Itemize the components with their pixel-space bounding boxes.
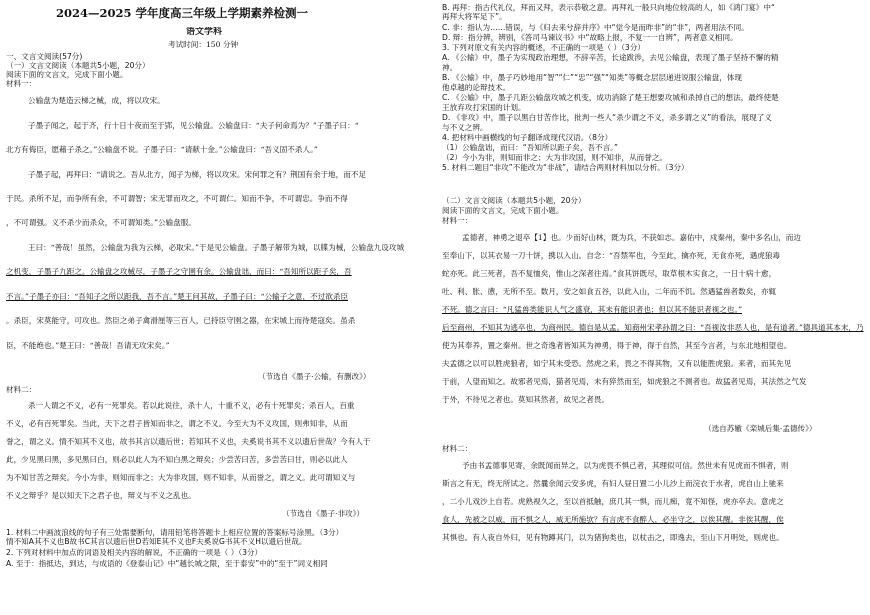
paragraph-line: 夫孟德之以可以胜虎狼者，如宁其未受恐。然虎之来，畏之不得其物，又有以能胜虎狼。来者，而其先见: [442, 359, 792, 368]
paragraph-line: 蛇亦死。此三死者，吾不复恤矣，惟山之深者往焉。”食其饼既尽，取草根木实食之，一日十病十愈，: [442, 269, 777, 278]
question-5: 5. 材料二题目“非攻”不能改为“非战”，请结合两则材料加以分析。（3分）: [442, 163, 689, 172]
paragraph-line: 吐、利、胀、懑，无所不至。数月，安之如食五谷，以此入山，二年而不饥。然遇猛兽者数矣，亦辄: [442, 287, 777, 296]
paragraph-line: 斯言之有无，终无所试之。然曩余闻云安多虎，有妇人昼日置二小儿沙上而浣衣于水者，虎自山上驰来: [442, 479, 784, 488]
question-4-item: （2）今小为非，则知而非之；大为非攻国，则不知非，从而誉之。: [442, 153, 668, 162]
option-line: 与不义之辨。: [442, 123, 488, 132]
underlined-line: 食人，先被之以威，而不惧之人，威无所施欤？有言虎不食醉人，必坐守之，以俟其醒。非俟其醒，俟: [442, 515, 784, 524]
paragraph-line: 子墨子闻之，起于齐，行十日十夜而至于郢，见公输盘。公输盘曰：“夫子何命焉为？”子墨子曰：“: [28, 121, 359, 130]
left-column: [0, 0, 432, 615]
source-note: （节选自《墨子·公输，有删改》）: [258, 372, 371, 381]
wavy-line: 誉之，谓之义。情不知其不义也，故书其言以遗后世；若知其不义也，夫奚说书其不义以遗后世哉？今有人于: [6, 437, 371, 446]
option-b-cont: 再拜大将军足下”。: [442, 12, 507, 21]
paragraph-line: 孟德者，神勇之退卒【1】也。少而好山林，既为兵，不获如志。嘉佑中，戍秦州，秦中多名山，而边: [462, 233, 801, 242]
exam-time: 考试时间：150 分钟: [168, 40, 239, 49]
material-label: 材料一：: [6, 79, 37, 88]
right-column: [438, 0, 868, 615]
option-line: 王放弃攻打宋国的计划。: [442, 103, 526, 112]
paragraph-line: 至奉山下，以其衣易一刀十饼，携以入山。自念：“吾禁军也，今至此，擒亦死，无食亦死，遇虎狼毒: [442, 251, 781, 260]
exam-title: 2024—2025 学年度高三年级上学期素养检测一: [56, 6, 309, 20]
paragraph-line: 予由书孟德事见寄，余既闻而异之，以为虎畏不惧己者，其理似可信。然世未有见虎而不惧者，则: [462, 461, 789, 470]
option-line: D. 《非攻》中，墨子以黑白甘苦作比，批判一些人“杀少谓之不义，杀多谓之义”的看法，展现了义: [442, 113, 772, 122]
instruction: 阅读下面的文言文，完成下面小题。: [442, 206, 564, 215]
paragraph-line: 。杀臣，宋莫能守，可攻也。然臣之弟子禽滑厘等三百人，已持臣守圉之器，在宋城上而待楚寇矣。虽杀: [6, 316, 356, 325]
option-line: B. 《公输》中，墨子巧妙地用“智”“仁”“忠”“强”“知类”等概念层层递进说服公输盘，体现: [442, 73, 742, 82]
instruction: 阅读下面的文言文，完成下面小题。: [6, 70, 128, 79]
paragraph-line: 不义之辩乎？是以知天下之君子也，辩义与不义之乱也。: [6, 491, 196, 500]
option-line: 神。: [442, 63, 458, 72]
section-heading: 一、文言文阅读(57分): [6, 52, 83, 61]
underlined-line: 之机变，子墨子九距之。公输盘之攻械尽，子墨子之守圉有余。公输盘诎，而曰：“吾知所以距子矣，吾: [6, 267, 352, 276]
source-note: （节选自《墨子·非攻》）: [282, 509, 365, 518]
option-b: B. 再拜：指古代礼仪，拜而又拜，表示恭敬之意。再拜礼一般只向地位较高的人，如《鸿门宴》中“: [442, 3, 775, 12]
question-1-line: 情不知A其不义也B故书C其言以遗后世D若知E其不义也F夫奚说G书其不义H以遗后世哉。: [6, 537, 307, 546]
paragraph-line: 于外，不待见之者也。莫知其然者，故见之者畏。: [442, 395, 610, 404]
part-heading: （二）文言文阅读（本题共5小题，20分）: [442, 196, 586, 205]
paragraph-line: 此，少见黑曰黑，多见黑曰白，则必以此人为不知白黑之辩矣；少尝苦曰苦，多尝苦曰甘，则必以此人: [6, 455, 348, 464]
underlined-line: 后至商州，不知其为逃卒也，为商州民。德自是从孟。知商州宋孝孙谓之曰：“吾视汝非恶人也，是有道者。”德具道其本末，乃: [442, 323, 864, 332]
paragraph-line: 使为其奉养，置之秦州。世之奇逸者皆知其为神勇，得于神，得于自然，其至今言者，与东北地相望也。: [442, 341, 792, 350]
option-c: C. 非：指认为……错误，与《归去来兮辞并序》中“觉今是而昨非”的“非”，两者用法不同。: [442, 23, 749, 32]
paragraph-line: ，不可谓强。义不杀少而杀众，不可谓知类。”公输盘服。: [6, 218, 196, 227]
option-line: A. 《公输》中，墨子为实现政治理想，不辞辛苦，长途跋涉，去见公输盘，表现了墨子坚持不懈的精: [442, 53, 779, 62]
material-label: 材料二：: [442, 444, 473, 453]
source-note: （选自苏辙《栾城后集·孟德传》）: [704, 424, 817, 433]
paragraph-line: ，二小儿戏沙上自若。虎熟视久之，至以首抵触，庶几其一惧，而儿痴，竟不知怪，虎亦卒去。意虎之: [442, 497, 784, 506]
paragraph-line: 于民。杀所不足，而争所有余，不可谓智；宋无罪而攻之，不可谓仁。知而不争，不可谓忠。争而不得: [6, 194, 348, 203]
paragraph-line: 杀一人谓之不义，必有一死罪矣。若以此说往，杀十人，十重不义，必有十死罪矣；杀百人，百重: [28, 401, 355, 410]
option-d: D. 辩：指分辨，辨别，《答司马谏议书》中“故略上报，不复一一自辨”，两者意义相同。: [442, 33, 738, 42]
underlined-line: 不言。”子墨子亦曰：“吾知子之所以距我，吾不言。”楚王问其故，子墨子曰：“公输子之意，不过欲杀臣: [6, 292, 349, 301]
paragraph-line: 王曰：“善哉！虽然，公输盘为我为云梯，必取宋。”于是见公输盘。子墨子解带为城，以牒为械，公输盘九设攻城: [28, 243, 405, 252]
material-label: 材料二：: [6, 385, 37, 394]
question-2: 2. 下列对材料中加点的词语及相关内容的解说，不正确的一项是（ ）（3分）: [6, 548, 263, 557]
option-a: A. 至于：指抵达，到达，与成语的《登泰山记》中“越长城之限，至于泰安”中的“至于”词义相同: [6, 559, 328, 568]
paragraph-line: 北方有侮臣，愿藉子杀之。”公输盘不说。子墨子曰：“请献十金。”公输盘曰：“吾义固不杀人。”: [6, 145, 318, 154]
question-4-item: （1）公输盘诎，而曰：“吾知所以距子矣，吾不言。”: [442, 143, 618, 152]
paragraph-line: 不义，必有百死罪矣。当此，天下之君子皆知而非之，谓之不义。今至大为不义攻国，则弗知非，从而: [6, 419, 348, 428]
material-label: 材料一：: [442, 216, 473, 225]
question-3: 3. 下列对原文有关内容的概述，不正确的一项是（ ）（3分）: [442, 43, 645, 52]
paragraph-line: 为不知甘苦之辩矣。今小为非，则知而非之；大为非攻国，则不知非，从而誉之，谓之义。此可谓知义与: [6, 473, 356, 482]
paragraph-line: 于前，人望而知之。故邪者见焉，猫者见焉，未有猝然而至，如虎狼之不测者也。故猛者见焉，其法然之气发: [442, 377, 807, 386]
question-4: 4. 把材料中画横线的句子翻译成现代汉语。（8分）: [442, 133, 613, 142]
paragraph-line: 臣，不能绝也。”楚王曰：“善哉！吾请无攻宋矣。”: [6, 341, 170, 350]
option-line: 他卓越的论辩技术。: [442, 83, 511, 92]
subject-heading: 语文学科: [186, 27, 223, 37]
part-heading: （一）文言文阅读（本题共5小题，20分）: [6, 61, 150, 70]
paragraph-line: 其惧也。有人夜自外归，见有物蹲其门，以为猪狗类也，以杖击之，即逸去，至山下月明处，则虎也。: [442, 533, 784, 542]
option-line: C. 《公输》中，墨子几距公输盘攻城之机变，成功消除了楚王想要攻城和杀掉自己的想法，最终使楚: [442, 93, 779, 102]
underlined-line: 不死。德之言曰：“凡猛兽类能识人气之盛衰，其未有能识者也；但以其不能识者视之也。”: [442, 305, 743, 314]
paragraph-line: 子墨子起，再拜曰：“请说之。吾从北方，闻子为梯，将以攻宋。宋何罪之有？荆国有余于地，而不足: [28, 170, 367, 179]
paragraph-line: 公输盘为楚造云梯之械，成，将以攻宋。: [28, 96, 165, 105]
question-1: 1. 材料二中画波浪线的句子有三处需要断句，请用铅笔将答题卡上相应位置的答案标号涂黑。（3分）: [6, 528, 344, 537]
